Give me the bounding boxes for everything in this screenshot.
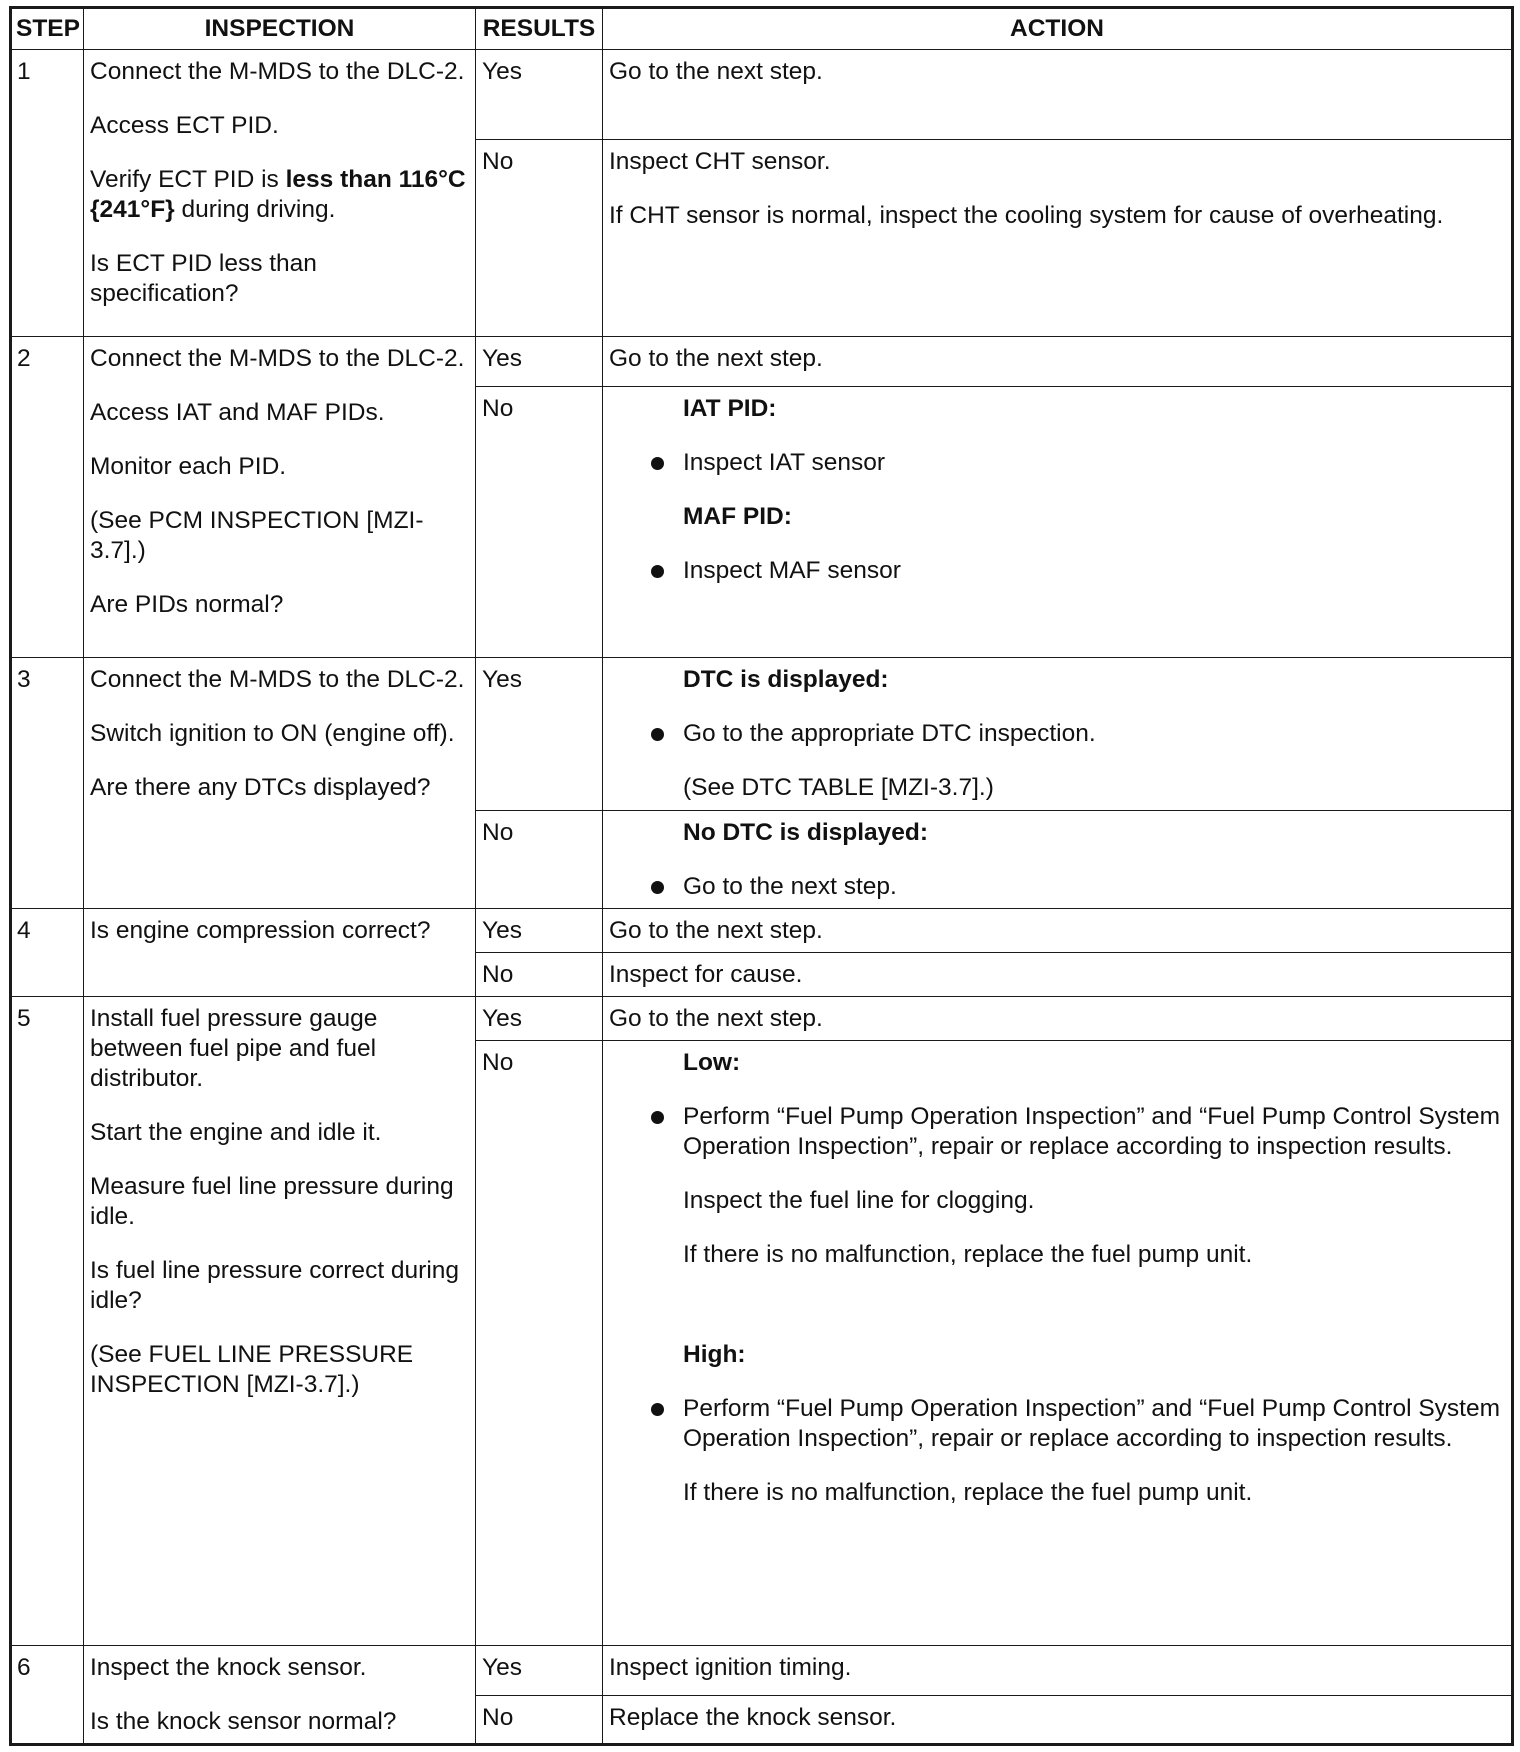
bullet-dot-icon: [651, 565, 664, 578]
step-2-row-yes: [11, 337, 1513, 387]
header-row: [11, 8, 1513, 50]
result-yes: Yes: [476, 658, 603, 811]
action-heading-low: Low:: [683, 1049, 741, 1077]
step-number: 6: [11, 1645, 84, 1744]
action-bullet: Go to the next step.: [609, 872, 1505, 902]
inspection-text: Switch ignition to ON (engine off).: [90, 720, 455, 748]
inspection-text: Connect the M-MDS to the DLC-2.: [90, 345, 465, 372]
inspection-text: Measure fuel line pressure during idle.: [90, 1173, 454, 1231]
inspection-reference: (See FUEL LINE PRESSURE INSPECTION [MZI-3.7].): [90, 1341, 414, 1399]
bullet-dot-icon: [651, 1403, 664, 1416]
action-cell: [603, 387, 1513, 658]
action-text: Inspect for cause.: [609, 961, 803, 989]
action-cell: [603, 1041, 1513, 1645]
inspection-question: Is fuel line pressure correct during idle?: [90, 1257, 460, 1315]
action-cell: [603, 1696, 1513, 1745]
result-yes: Yes: [476, 1645, 603, 1696]
specification-value: less than 116°C {241°F}: [90, 166, 466, 223]
action-cell: [603, 1645, 1513, 1696]
header-results: RESULTS: [476, 8, 603, 50]
header-step: STEP: [11, 8, 84, 50]
action-cell: [603, 337, 1513, 387]
inspection-question: Is ECT PID less than specification?: [90, 250, 317, 307]
header-inspection: INSPECTION: [84, 8, 476, 50]
diagnostic-table: [9, 6, 1514, 1746]
action-heading: DTC is displayed:: [683, 666, 889, 694]
step-3-row-yes: [11, 658, 1513, 811]
action-heading-high: High:: [683, 1341, 746, 1369]
inspection-question: Is engine compression correct?: [90, 917, 431, 944]
inspection-reference: (See PCM INSPECTION [MZI-3.7].): [90, 507, 424, 564]
step-number: 5: [11, 997, 84, 1645]
inspection-text: Verify ECT PID is less than 116°C {241°F} during driving.: [90, 166, 466, 223]
inspection-text: Inspect the knock sensor.: [90, 1653, 367, 1681]
result-yes: Yes: [476, 50, 603, 140]
action-cell: [603, 810, 1513, 908]
result-no: No: [476, 953, 603, 997]
step-number: 1: [11, 50, 84, 337]
inspection-text: Start the engine and idle it.: [90, 1119, 382, 1147]
result-no: No: [476, 1041, 603, 1645]
step-6-row-yes: [11, 1645, 1513, 1696]
action-bullet: Go to the appropriate DTC inspection.: [609, 719, 1505, 749]
inspection-cell: [84, 1645, 476, 1744]
action-text: If there is no malfunction, replace the fuel pump unit.: [683, 1241, 1253, 1269]
bullet-dot-icon: [651, 881, 664, 894]
inspection-text: Access IAT and MAF PIDs.: [90, 399, 385, 426]
bullet-dot-icon: [651, 728, 664, 741]
inspection-text: Access ECT PID.: [90, 112, 279, 139]
step-number: 4: [11, 909, 84, 997]
step-number: 3: [11, 658, 84, 909]
inspection-text: Install fuel pressure gauge between fuel pipe and fuel distributor.: [90, 1005, 378, 1093]
action-heading: IAT PID:: [683, 395, 777, 423]
action-text: Replace the knock sensor.: [609, 1704, 897, 1732]
result-yes: Yes: [476, 337, 603, 387]
bullet-dot-icon: [651, 1111, 664, 1124]
action-cell: [603, 909, 1513, 953]
result-no: No: [476, 1696, 603, 1745]
inspection-question: Are PIDs normal?: [90, 591, 284, 618]
result-no: No: [476, 140, 603, 337]
bullet-dot-icon: [651, 457, 664, 470]
step-number: 2: [11, 337, 84, 658]
action-cell: [603, 140, 1513, 337]
result-no: No: [476, 387, 603, 658]
action-text: Go to the next step.: [609, 917, 823, 944]
action-text: Inspect ignition timing.: [609, 1653, 852, 1681]
action-bullet: Inspect IAT sensor: [609, 448, 1505, 478]
action-text: If CHT sensor is normal, inspect the cooling system for cause of overheating.: [609, 202, 1444, 230]
action-cell: [603, 997, 1513, 1041]
inspection-text: Connect the M-MDS to the DLC-2.: [90, 666, 465, 694]
action-cell: [603, 953, 1513, 997]
inspection-text: Monitor each PID.: [90, 453, 287, 480]
inspection-question: Are there any DTCs displayed?: [90, 774, 431, 802]
action-text: If there is no malfunction, replace the fuel pump unit.: [683, 1479, 1253, 1507]
action-bullet: Perform “Fuel Pump Operation Inspection” and “Fuel Pump Control System Operation Inspection”, repair or replace according to inspection results.: [609, 1394, 1505, 1454]
inspection-text: Connect the M-MDS to the DLC-2.: [90, 58, 465, 85]
inspection-cell: [84, 50, 476, 337]
action-cell: [603, 50, 1513, 140]
result-yes: Yes: [476, 909, 603, 953]
action-cell: [603, 658, 1513, 811]
action-text: Go to the next step.: [609, 58, 823, 85]
inspection-question: Is the knock sensor normal?: [90, 1707, 397, 1735]
action-heading: MAF PID:: [683, 503, 792, 531]
action-text: Go to the next step.: [609, 345, 823, 372]
diagnostic-procedure-sheet: [9, 6, 1511, 1746]
action-text: Go to the next step.: [609, 1005, 823, 1033]
inspection-cell: [84, 997, 476, 1645]
action-reference: (See DTC TABLE [MZI-3.7].): [683, 774, 994, 802]
step-1-row-yes: [11, 50, 1513, 140]
action-heading: No DTC is displayed:: [683, 818, 929, 846]
step-4-row-yes: [11, 909, 1513, 953]
action-text: Inspect CHT sensor.: [609, 148, 831, 176]
step-5-row-yes: [11, 997, 1513, 1041]
result-yes: Yes: [476, 997, 603, 1041]
action-text: Inspect the fuel line for clogging.: [683, 1187, 1035, 1215]
inspection-cell: [84, 909, 476, 997]
inspection-cell: [84, 337, 476, 658]
action-bullet: Perform “Fuel Pump Operation Inspection” and “Fuel Pump Control System Operation Inspection”, repair or replace according to inspection results.: [609, 1102, 1505, 1162]
action-bullet: Inspect MAF sensor: [609, 556, 1505, 586]
header-action: ACTION: [603, 8, 1513, 50]
inspection-cell: [84, 658, 476, 909]
result-no: No: [476, 810, 603, 908]
